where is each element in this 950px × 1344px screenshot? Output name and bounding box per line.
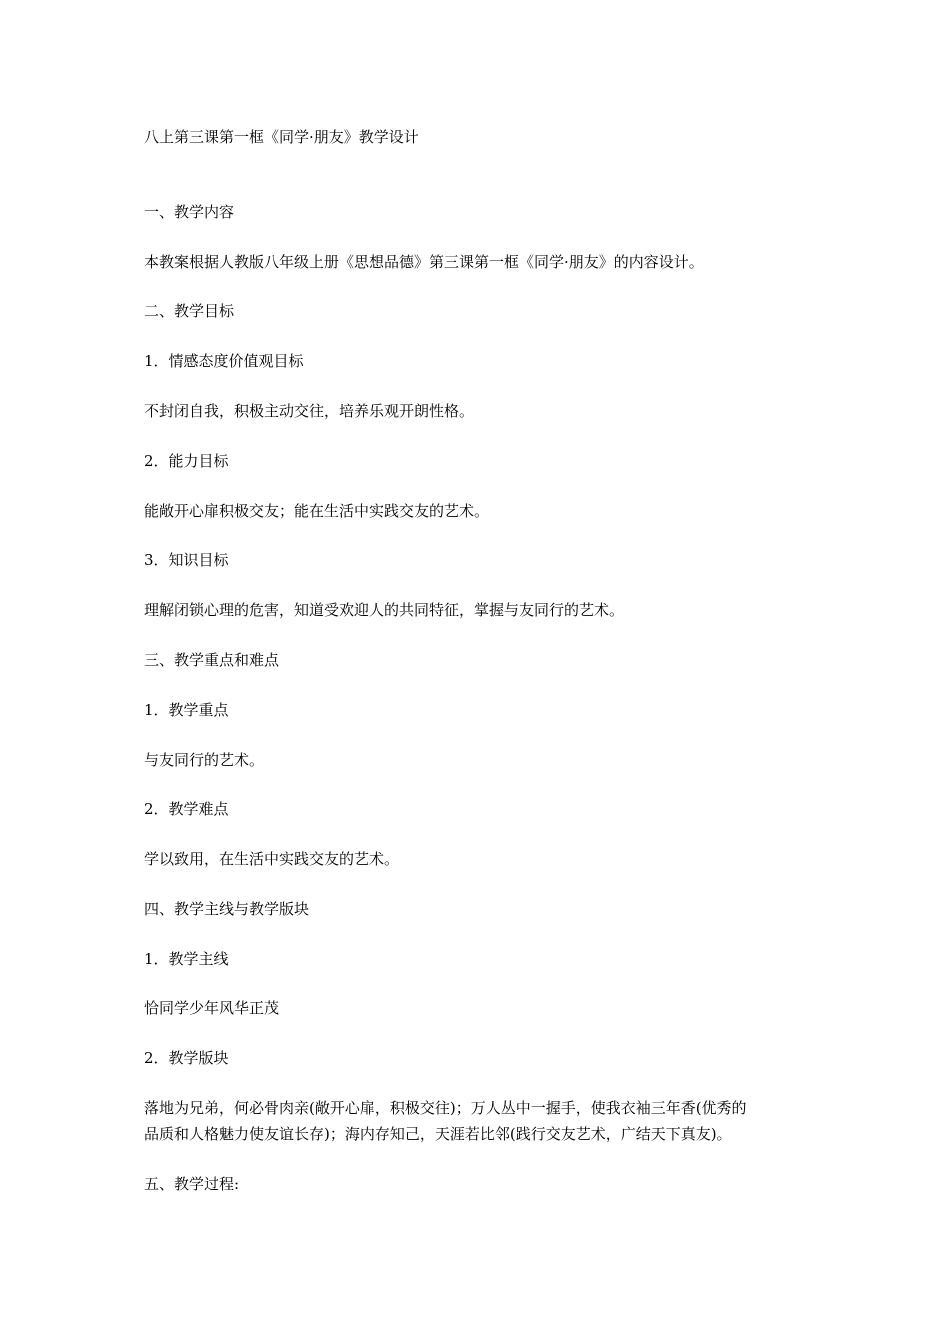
section-heading-content: 一、教学内容 (144, 203, 235, 221)
text-blocks-line2: 品质和人格魅力使友谊长存)；海内存知己，天涯若比邻(践行交友艺术，广结天下真友)。 (144, 1125, 732, 1143)
document-title: 八上第三课第一框《同学·朋友》教学设计 (144, 128, 419, 146)
text-knowledge-goal: 理解闭锁心理的危害，知道受欢迎人的共同特征，掌握与友同行的艺术。 (144, 601, 625, 619)
text-blocks-line1: 落地为兄弟，何必骨肉亲(敞开心扉，积极交往)；万人丛中一握手，使我衣袖三年香(优秀的 (144, 1099, 747, 1117)
subheading-values-goal: 1．情感态度价值观目标 (144, 352, 304, 370)
text-key-point: 与友同行的艺术。 (144, 751, 265, 769)
section-heading-process: 五、教学过程: (144, 1175, 240, 1193)
subheading-ability-goal: 2．能力目标 (144, 452, 229, 470)
subheading-knowledge-goal: 3．知识目标 (144, 551, 229, 569)
section-text-content: 本教案根据人教版八年级上册《思想品德》第三课第一框《同学·朋友》的内容设计。 (144, 253, 704, 271)
text-values-goal: 不封闭自我，积极主动交往，培养乐观开朗性格。 (144, 402, 475, 420)
subheading-mainline: 1．教学主线 (144, 950, 229, 968)
section-heading-goals: 二、教学目标 (144, 302, 235, 320)
subheading-key-point: 1．教学重点 (144, 701, 229, 719)
subheading-difficulty: 2．教学难点 (144, 800, 229, 818)
text-ability-goal: 能敞开心扉积极交友；能在生活中实践交友的艺术。 (144, 502, 490, 520)
text-mainline: 恰同学少年风华正茂 (144, 999, 280, 1017)
text-difficulty: 学以致用，在生活中实践交友的艺术。 (144, 850, 400, 868)
section-heading-mainline: 四、教学主线与教学版块 (144, 900, 310, 918)
subheading-blocks: 2．教学版块 (144, 1049, 229, 1067)
section-heading-key-points: 三、教学重点和难点 (144, 651, 280, 669)
